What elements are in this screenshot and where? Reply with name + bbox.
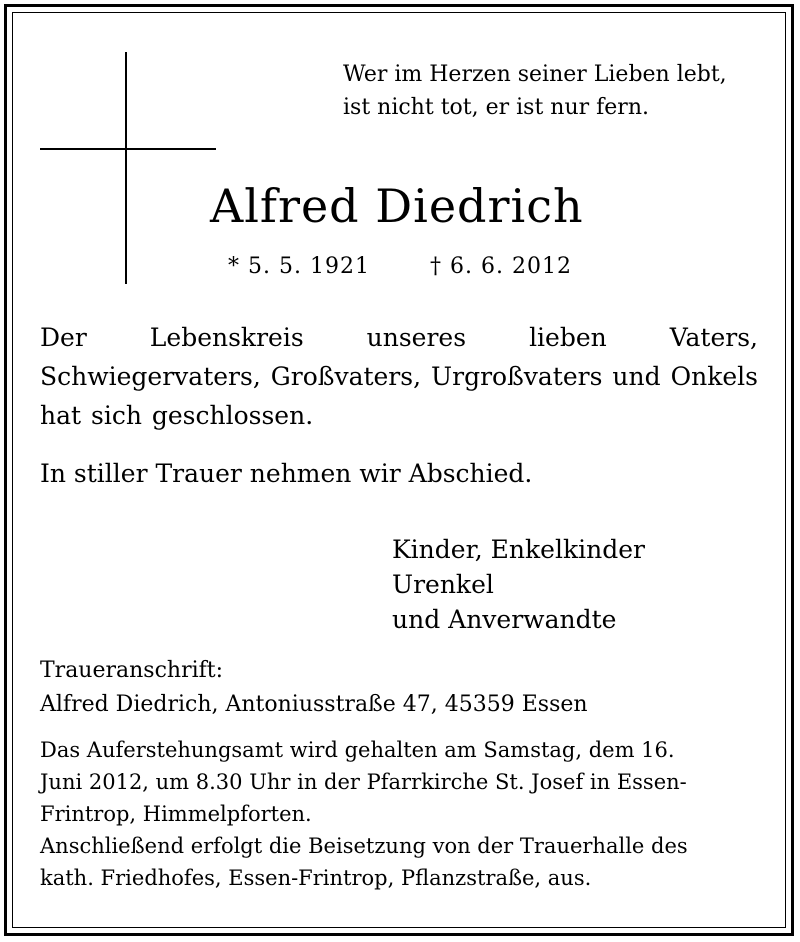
signers-line-2: Urenkel	[392, 570, 494, 599]
motto-line-1: Wer im Herzen seiner Lieben lebt,	[343, 62, 727, 87]
farewell-line: In stiller Trauer nehmen wir Abschied.	[40, 459, 533, 488]
mourning-address	[40, 654, 588, 722]
death-date: † 6. 6. 2012	[430, 254, 572, 279]
motto-line-2: ist nicht tot, er ist nur fern.	[343, 95, 649, 120]
address-value: Alfred Diedrich, Antoniusstraße 47, 45359 Essen	[40, 692, 588, 717]
address-label: Traueranschrift:	[40, 658, 224, 683]
signers	[392, 532, 645, 637]
motto	[343, 58, 727, 124]
signers-line-3: und Anverwandte	[392, 605, 617, 634]
deceased-name: Alfred Diedrich	[210, 179, 584, 233]
service-line-3: Frintrop, Himmelpforten.	[40, 802, 312, 826]
service-line-1: Das Auferstehungsamt wird gehalten am Samstag, dem 16.	[40, 738, 675, 762]
signers-line-1: Kinder, Enkelkinder	[392, 535, 645, 564]
service-line-4: Anschließend erfolgt die Beisetzung von der Trauerhalle des	[40, 834, 688, 858]
service-info	[40, 734, 758, 894]
cross-icon-vertical	[125, 52, 127, 284]
service-line-2: Juni 2012, um 8.30 Uhr in der Pfarrkirche St. Josef in Essen-	[40, 770, 687, 794]
announcement-paragraph: Der Lebenskreis unseres lieben Vaters, Schwiegervaters, Großvaters, Urgroßvaters und Onkels hat sich geschlossen.	[40, 323, 758, 430]
birth-date: * 5. 5. 1921	[228, 254, 370, 279]
service-line-5: kath. Friedhofes, Essen-Frintrop, Pflanzstraße, aus.	[40, 866, 592, 890]
cross-icon-horizontal	[40, 148, 216, 150]
